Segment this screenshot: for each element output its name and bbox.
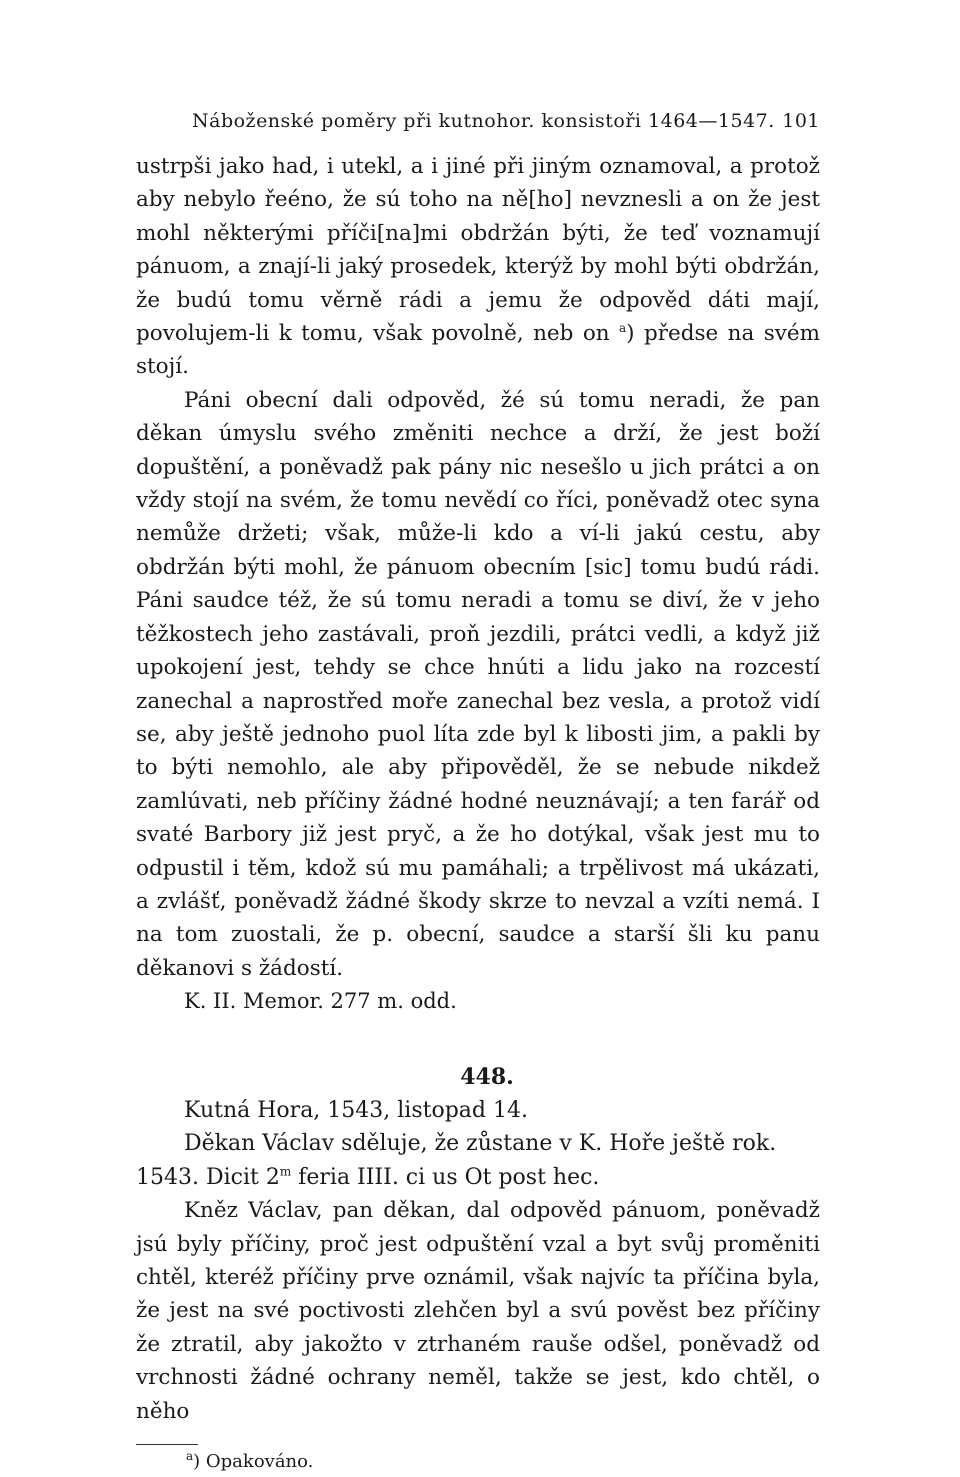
running-title: Náboženské poměry při kutnohor. konsistoři 1464—1547.: [192, 110, 775, 132]
regest-date-text: 1543. Dicit 2: [136, 1164, 280, 1190]
paragraph-1-text: ustrpši jako had, i utekl, a i jiné při jiným oznamoval, a protož aby nebylo řeéno, že sú toho na ně[ho] nevznesli a on že jest mohl některými příči[na]mi obdržán býti, že teď voznamují pánuom, a znají-li jaký prosedek, kterýž by mohl býti obdržán, že budú tomu věrně rádi a jemu že odpověd dáti mají, povolujem-li k tomu, však povolně, neb on: [136, 154, 820, 347]
regest-date: [136, 1161, 820, 1194]
dateline: Kutná Hora, 1543, listopad 14.: [184, 1097, 528, 1123]
paragraph-1: [136, 150, 820, 384]
page-number: 101: [782, 110, 820, 132]
paragraph-2: Páni obecní dali odpověd, žé sú tomu neradi, že pan děkan úmyslu svého změniti nechce a drží, že jest boží dopuštění, a poněvadž pak pány nic nesešlo u jich prátci a on vždy stojí na svém, že tomu nevědí co říci, poněvadž otec syna nemůže držeti; však, může-li kdo a ví-li jakú cestu, aby obdržán býti mohl, že pánuom obecním [sic] tomu budú rádi. Páni saudce též, že sú tomu neradi a tomu se diví, že v jeho těžkostech jeho zastávali, proň jezdili, prátci vedli, a když již upokojení jest, tehdy se chce hnúti a lidu jako na rozcestí zanechal a naprostřed moře zanechal bez vesla, a protož vidí se, aby ještě jednoho puol líta zde byl k libosti jim, a pakli by to býti nemohlo, ale aby připověděl, že se nebude nikdež zamlúvati, neb příčiny žádné hodné neuznávají; a ten farář od svaté Barbory již jest pryč, a že ho dotýkal, však jest mu to odpustil i těm, kdož sú mu pamáhali; a trpělivost má ukázati, a zvlášť, poněvadž žádné škody skrze to nevzal a vzíti nemá. I na tom zuostali, že p. obecní, saudce a starší šli ku panu děkanovi s žádostí.: [136, 387, 820, 981]
running-head: [192, 110, 820, 150]
paragraph-1-end: ) předse na svém stojí.: [136, 321, 820, 380]
footnote-divider: [136, 1444, 198, 1445]
regest: Děkan Václav sděluje, že zůstane v K. Hoře ještě rok.: [184, 1131, 777, 1157]
footnote-text: ) Opakováno.: [193, 1451, 314, 1473]
regest-date-end: feria IIII. ci us Ot post hec.: [291, 1164, 600, 1190]
source-reference: K. II. Memor. 277 m. odd.: [184, 989, 457, 1014]
footnote: [186, 1447, 820, 1477]
note-reference: a: [619, 320, 627, 335]
paragraph-3: Kněz Václav, pan děkan, dal odpověd pánuom, poněvadž jsú byly příčiny, proč jest odpuštění vzal a byt svůj proměniti chtěl, kteréž příčiny prve oznámil, však najvíc ta příčina byla, že jest na své poctivosti zlehčen byl a svú pověst bez příčiny že ztratil, aby jakožto v ztrhaném rauše odšel, poněvadž od vrchnosti žádné ochrany neměl, takže se jest, kdo chtěl, o něho: [136, 1198, 820, 1424]
regest-superscript: m: [279, 1164, 292, 1179]
footnote-mark: a: [186, 1449, 194, 1464]
document-page: [136, 110, 820, 1477]
document-number: 448.: [460, 1063, 514, 1090]
